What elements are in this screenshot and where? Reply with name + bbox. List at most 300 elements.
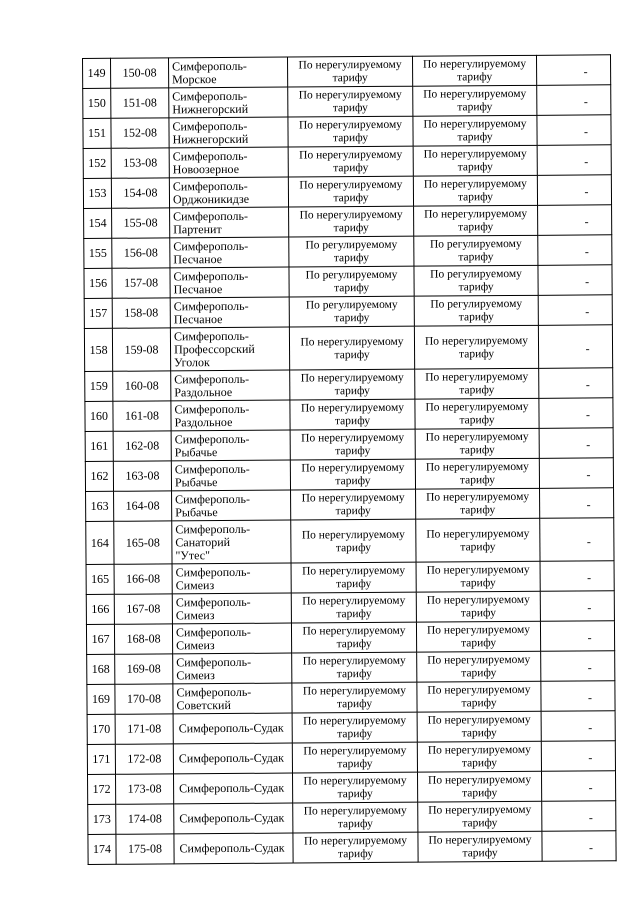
extra-cell (541, 771, 615, 802)
tariff-cell-1-line: тарифу (334, 414, 371, 428)
route-name-line: Раздольное (174, 384, 233, 399)
route-code: 161-08 (113, 401, 171, 431)
route-code: 173-08 (116, 774, 174, 804)
extra-value: - (585, 304, 590, 319)
tariff-cell-2 (417, 651, 541, 682)
routes-table-body (83, 55, 617, 865)
tariff-cell-1 (293, 832, 418, 863)
tariff-cell-1 (291, 622, 416, 653)
row-number: 149 (83, 58, 111, 88)
table-row (86, 591, 614, 625)
row-number: 170 (87, 714, 115, 744)
table-row (83, 55, 611, 89)
extra-cell (539, 428, 613, 459)
route-name (169, 147, 288, 178)
tariff-cell-1-line: По нерегулируемому (301, 431, 405, 445)
tariff-cell-1 (291, 489, 416, 520)
tariff-cell-2 (416, 621, 540, 652)
table-row (84, 325, 612, 372)
tariff-cell-2 (414, 205, 538, 236)
tariff-cell-2-line: По нерегулируемому (428, 803, 532, 817)
extra-value: - (583, 124, 589, 139)
tariff-cell-2 (413, 145, 537, 176)
tariff-cell-1 (289, 266, 414, 297)
tariff-cell-1 (292, 742, 417, 773)
extra-value: - (587, 600, 592, 615)
tariff-cell-2-line: тарифу (462, 847, 498, 860)
tariff-cell-1-line: По регулируемому (305, 268, 398, 282)
row-number: 152 (83, 148, 111, 178)
route-code: 166-08 (114, 564, 172, 594)
tariff-cell-1 (290, 369, 415, 400)
extra-value: - (584, 244, 589, 259)
extra-value: - (587, 570, 592, 585)
extra-value: - (587, 630, 592, 645)
extra-value: - (588, 810, 593, 825)
table-row (88, 771, 616, 805)
tariff-cell-1 (287, 56, 412, 87)
table-row (88, 831, 616, 865)
extra-cell (537, 145, 611, 176)
extra-value: - (584, 184, 589, 199)
row-number: 153 (83, 178, 111, 208)
extra-value: - (588, 840, 594, 855)
tariff-cell-1 (292, 682, 417, 713)
tariff-cell-1-line: По нерегулируемому (300, 371, 404, 385)
tariff-cell-2-line: По нерегулируемому (422, 57, 527, 71)
tariff-cell-2 (415, 398, 539, 429)
tariff-cell-1-line: тарифу (332, 72, 368, 85)
table-row (87, 681, 615, 715)
route-name-line: Симферополь- (173, 268, 249, 283)
route-code: 171-08 (115, 714, 173, 744)
tariff-cell-1-line: По нерегулируемому (300, 335, 404, 348)
extra-value: - (585, 377, 590, 392)
extra-value: - (586, 497, 591, 512)
table-row (86, 518, 614, 565)
route-name-line: Симеиз (175, 577, 215, 592)
route-code: 165-08 (114, 521, 172, 564)
table-row (83, 85, 611, 119)
tariff-cell-1-line: тарифу (333, 222, 369, 235)
route-name (170, 207, 289, 238)
extra-value: - (588, 720, 593, 735)
route-name-line: Симферополь- (173, 208, 248, 223)
tariff-cell-2-line: По нерегулируемому (425, 460, 529, 474)
tariff-cell-1-line: По нерегулируемому (302, 594, 406, 608)
tariff-cell-2 (417, 681, 541, 712)
route-name-line: Нижнегорский (172, 131, 249, 146)
route-name-line: Раздольное (174, 414, 233, 429)
table-row (84, 205, 612, 239)
route-name (169, 87, 288, 118)
extra-value: - (585, 274, 590, 289)
tariff-cell-2-line: По регулируемому (430, 267, 522, 281)
route-name-line: Советский (176, 697, 231, 712)
route-name-line: Симферополь- (173, 298, 249, 313)
tariff-cell-2-line: тарифу (460, 607, 496, 620)
route-code: 168-08 (114, 624, 172, 654)
routes-table (82, 54, 617, 865)
tariff-cell-1 (291, 592, 416, 623)
tariff-cell-1-line: тарифу (334, 282, 370, 295)
tariff-cell-2 (417, 771, 541, 802)
row-number: 158 (84, 328, 112, 371)
tariff-cell-2-line: По регулируемому (430, 297, 523, 311)
extra-cell (541, 741, 615, 772)
route-name-line: Симферополь-Судак (179, 810, 285, 826)
tariff-cell-1-line: По нерегулируемому (301, 528, 405, 541)
tariff-cell-1 (293, 802, 418, 833)
extra-cell (540, 518, 614, 562)
route-name (173, 683, 292, 714)
row-number: 169 (87, 684, 115, 714)
tariff-cell-1-line: По нерегулируемому (302, 564, 406, 578)
tariff-cell-1 (292, 712, 417, 743)
table-row (87, 711, 615, 745)
tariff-cell-2 (414, 235, 538, 266)
route-name (169, 57, 288, 88)
table-row (84, 295, 612, 329)
tariff-cell-2-line: тарифу (457, 161, 493, 174)
route-name-line: Орджоникидзе (172, 191, 250, 206)
route-name-line: Санаторий (175, 534, 231, 549)
table-row (87, 741, 615, 775)
route-name (171, 430, 290, 461)
row-number: 165 (86, 564, 114, 594)
tariff-cell-2 (412, 55, 536, 86)
route-code: 164-08 (114, 491, 172, 521)
table-row (83, 145, 611, 179)
row-number: 163 (86, 491, 114, 521)
extra-cell (538, 205, 612, 236)
tariff-cell-1 (290, 399, 415, 430)
tariff-cell-1-line: По нерегулируемому (303, 834, 408, 848)
tariff-cell-1 (288, 176, 413, 207)
table-row (85, 368, 613, 402)
tariff-cell-1-line: По нерегулируемому (299, 178, 403, 192)
route-name-line: Симеиз (176, 667, 215, 682)
tariff-cell-1-line: тарифу (336, 607, 372, 621)
tariff-cell-2-line: тарифу (458, 251, 494, 264)
route-name-line: Симферополь- (174, 431, 250, 446)
route-name (173, 653, 292, 684)
route-name-line: Песчаное (173, 281, 223, 296)
route-name-line: Партенит (173, 221, 222, 236)
table-row (83, 115, 611, 149)
route-name-line: Нижнегорский (172, 101, 249, 116)
tariff-cell-1-line: тарифу (334, 312, 370, 325)
route-name (169, 117, 288, 148)
route-name (172, 490, 291, 521)
tariff-cell-2-line: тарифу (458, 281, 494, 294)
table-row (85, 398, 613, 432)
tariff-cell-2-line: тарифу (459, 474, 496, 487)
tariff-cell-1 (289, 206, 414, 237)
route-code: 159-08 (112, 328, 170, 371)
route-name-line: Симферополь- (172, 178, 248, 193)
extra-value: - (587, 690, 593, 705)
tariff-cell-1-line: тарифу (333, 162, 369, 175)
tariff-cell-1-line: тарифу (337, 847, 374, 861)
row-number: 172 (88, 774, 116, 804)
extra-cell (540, 591, 614, 622)
row-number: 167 (86, 624, 114, 654)
tariff-cell-1 (290, 459, 415, 490)
tariff-cell-1-line: По нерегулируемому (298, 118, 403, 132)
tariff-cell-2 (416, 488, 540, 519)
table-row (87, 651, 615, 685)
tariff-cell-2-line: По нерегулируемому (426, 623, 531, 637)
route-name (174, 833, 293, 864)
tariff-cell-2 (413, 175, 537, 206)
tariff-cell-2-line: тарифу (458, 221, 494, 234)
tariff-cell-2-line: тарифу (461, 697, 497, 710)
extra-cell (538, 325, 612, 369)
tariff-cell-2-line: тарифу (460, 504, 496, 517)
row-number: 157 (84, 298, 112, 328)
tariff-cell-2 (415, 428, 539, 459)
tariff-cell-2-line: По регулируемому (429, 237, 522, 251)
tariff-cell-1-line: По нерегулируемому (301, 461, 405, 475)
route-code: 157-08 (112, 268, 170, 298)
row-number: 154 (84, 208, 112, 238)
table-row (84, 235, 612, 269)
route-code: 172-08 (115, 744, 173, 774)
route-code: 175-08 (116, 834, 174, 864)
tariff-cell-2-line: тарифу (461, 757, 498, 770)
tariff-cell-2-line: По нерегулируемому (426, 593, 530, 607)
route-name-line: Симферополь-Судак (179, 780, 285, 796)
route-code: 162-08 (113, 431, 171, 461)
tariff-cell-2-line: По нерегулируемому (423, 117, 527, 131)
tariff-cell-2 (413, 85, 537, 116)
route-name-line: Симферополь- (175, 594, 251, 609)
tariff-cell-2-line: По нерегулируемому (426, 527, 530, 541)
tariff-cell-1 (292, 772, 417, 803)
tariff-cell-2-line: тарифу (461, 637, 497, 650)
route-name-line: Симферополь- (172, 148, 248, 163)
row-number: 150 (83, 88, 111, 118)
route-name-line: Симеиз (175, 607, 215, 622)
tariff-cell-2 (417, 741, 541, 772)
tariff-cell-2-line: тарифу (460, 540, 496, 553)
route-name-line: Симферополь- (176, 654, 252, 669)
tariff-cell-1-line: тарифу (336, 697, 373, 711)
tariff-cell-2-line: По нерегулируемому (428, 833, 532, 847)
route-name (172, 563, 291, 594)
tariff-cell-2-line: По нерегулируемому (424, 207, 528, 221)
extra-cell (540, 561, 614, 592)
route-name-line: Симферополь- (176, 684, 252, 699)
row-number: 174 (88, 834, 116, 864)
tariff-cell-2-line: тарифу (460, 577, 496, 590)
tariff-cell-1-line: По нерегулируемому (300, 401, 405, 415)
tariff-cell-2 (415, 458, 539, 489)
tariff-cell-1-line: По нерегулируемому (299, 208, 403, 222)
tariff-cell-1 (288, 86, 413, 117)
extra-cell (537, 175, 611, 206)
tariff-cell-2-line: тарифу (457, 71, 493, 84)
tariff-cell-1-line: тарифу (337, 787, 373, 801)
extra-cell (540, 488, 614, 519)
row-number: 171 (87, 744, 115, 774)
route-name (169, 177, 288, 208)
tariff-cell-1-line: По нерегулируемому (299, 148, 403, 162)
table-row (88, 801, 616, 835)
tariff-cell-1 (291, 562, 416, 593)
row-number: 162 (85, 461, 113, 491)
tariff-cell-2-line: По нерегулируемому (425, 430, 529, 444)
tariff-cell-1 (290, 429, 415, 460)
route-code: 153-08 (111, 148, 169, 178)
extra-cell (539, 398, 613, 429)
tariff-cell-2-line: тарифу (458, 311, 494, 324)
route-name (173, 713, 292, 744)
tariff-cell-2 (415, 368, 539, 399)
route-name-line: Симферополь- (173, 328, 249, 343)
tariff-cell-1 (289, 296, 414, 327)
route-code: 151-08 (111, 88, 169, 118)
route-name (172, 593, 291, 624)
tariff-cell-1-line: тарифу (337, 727, 373, 741)
route-name-line: Песчаное (173, 311, 223, 326)
row-number: 168 (87, 654, 115, 684)
route-name-line: Симферополь-Судак (178, 720, 284, 736)
extra-cell (539, 368, 613, 399)
tariff-cell-2 (416, 561, 540, 592)
route-name (173, 773, 292, 804)
route-code: 174-08 (116, 804, 174, 834)
extra-cell (541, 681, 615, 712)
extra-value: - (588, 780, 593, 795)
extra-cell (542, 801, 616, 832)
row-number: 166 (86, 594, 114, 624)
tariff-cell-1-line: По нерегулируемому (303, 714, 407, 728)
extra-cell (541, 711, 615, 742)
tariff-cell-1-line: тарифу (332, 102, 368, 115)
route-code: 167-08 (114, 594, 172, 624)
tariff-cell-1-line: По регулируемому (305, 238, 398, 252)
tariff-cell-2-line: По нерегулируемому (423, 177, 527, 191)
tariff-cell-2-line: По нерегулируемому (427, 713, 531, 727)
tariff-cell-2-line: По нерегулируемому (427, 683, 531, 697)
row-number: 173 (88, 804, 116, 834)
route-name (171, 370, 290, 401)
row-number: 164 (86, 521, 114, 564)
route-code: 170-08 (115, 684, 173, 714)
tariff-cell-1-line: тарифу (337, 757, 373, 771)
route-name-line: Симферополь- (172, 88, 248, 103)
route-name-line: Симферополь- (175, 624, 251, 639)
extra-value: - (583, 64, 588, 79)
tariff-cell-2-line: По нерегулируемому (426, 563, 530, 577)
route-code: 154-08 (111, 178, 169, 208)
extra-value: - (586, 437, 591, 452)
route-name-line: Песчаное (173, 251, 223, 266)
extra-cell (536, 55, 610, 86)
route-name-line: Симферополь- (172, 58, 247, 73)
extra-cell (539, 458, 613, 489)
tariff-cell-1 (289, 326, 414, 370)
row-number: 161 (85, 431, 113, 461)
tariff-cell-1-line: тарифу (336, 637, 372, 651)
tariff-cell-1-line: тарифу (336, 577, 372, 591)
route-name (171, 460, 290, 491)
tariff-cell-2-line: По нерегулируемому (427, 773, 532, 787)
route-name-line: Симферополь- (175, 491, 250, 506)
extra-value: - (587, 660, 592, 675)
tariff-cell-1-line: По нерегулируемому (303, 774, 407, 788)
route-name-line: Симеиз (176, 637, 215, 652)
tariff-cell-2-line: тарифу (461, 667, 497, 680)
tariff-cell-2 (418, 831, 542, 862)
route-name (173, 743, 292, 774)
tariff-cell-2-line: По нерегулируемому (427, 743, 531, 757)
tariff-cell-1-line: тарифу (335, 474, 371, 488)
tariff-cell-2-line: По нерегулируемому (423, 87, 527, 101)
extra-value: - (584, 214, 589, 229)
tariff-cell-2-line: По нерегулируемому (423, 147, 527, 161)
route-name-line: Рыбачье (174, 474, 218, 489)
tariff-cell-2-line: тарифу (457, 191, 494, 204)
tariff-cell-2-line: тарифу (462, 787, 498, 800)
route-code: 163-08 (113, 461, 171, 491)
extra-value: - (585, 340, 590, 355)
tariff-cell-1-line: По нерегулируемому (302, 624, 406, 638)
tariff-cell-2 (416, 518, 540, 562)
route-name-line: Симферополь-Судак (179, 840, 285, 856)
route-code: 155-08 (112, 208, 170, 238)
extra-value: - (588, 750, 593, 765)
tariff-cell-2-line: По нерегулируемому (426, 490, 530, 504)
tariff-cell-2-line: тарифу (458, 347, 495, 360)
route-name (172, 623, 291, 654)
tariff-cell-2-line: По нерегулируемому (424, 334, 529, 348)
tariff-cell-2-line: тарифу (461, 727, 497, 740)
tariff-cell-1 (288, 146, 413, 177)
route-name-line: Рыбачье (175, 504, 218, 519)
tariff-cell-1-line: тарифу (334, 348, 370, 361)
extra-cell (540, 621, 614, 652)
tariff-cell-2 (416, 591, 540, 622)
extra-value: - (585, 407, 591, 422)
route-name (174, 803, 293, 834)
route-name-line: Симферополь-Судак (178, 750, 285, 766)
route-name-line: Рыбачье (174, 444, 218, 459)
extra-value: - (586, 467, 591, 482)
tariff-cell-1-line: тарифу (332, 132, 369, 145)
route-name (170, 267, 289, 298)
tariff-cell-1-line: тарифу (335, 541, 372, 554)
tariff-cell-1-line: По нерегулируемому (302, 654, 406, 668)
route-code: 169-08 (115, 654, 173, 684)
tariff-cell-1-line: По нерегулируемому (303, 804, 407, 818)
route-name-line: Уголок (174, 354, 210, 369)
tariff-cell-2-line: тарифу (459, 414, 495, 427)
tariff-cell-1 (291, 519, 416, 563)
tariff-cell-2-line: По нерегулируемому (427, 653, 531, 667)
tariff-cell-2-line: тарифу (459, 444, 495, 457)
table-row (86, 621, 614, 655)
tariff-cell-2 (414, 265, 538, 296)
table-row (85, 428, 613, 462)
tariff-cell-1-line: тарифу (335, 444, 371, 458)
tariff-cell-2-line: По нерегулируемому (425, 370, 529, 384)
tariff-cell-1-line: По нерегулируемому (298, 88, 402, 102)
tariff-cell-2 (417, 711, 541, 742)
row-number: 156 (84, 268, 112, 298)
